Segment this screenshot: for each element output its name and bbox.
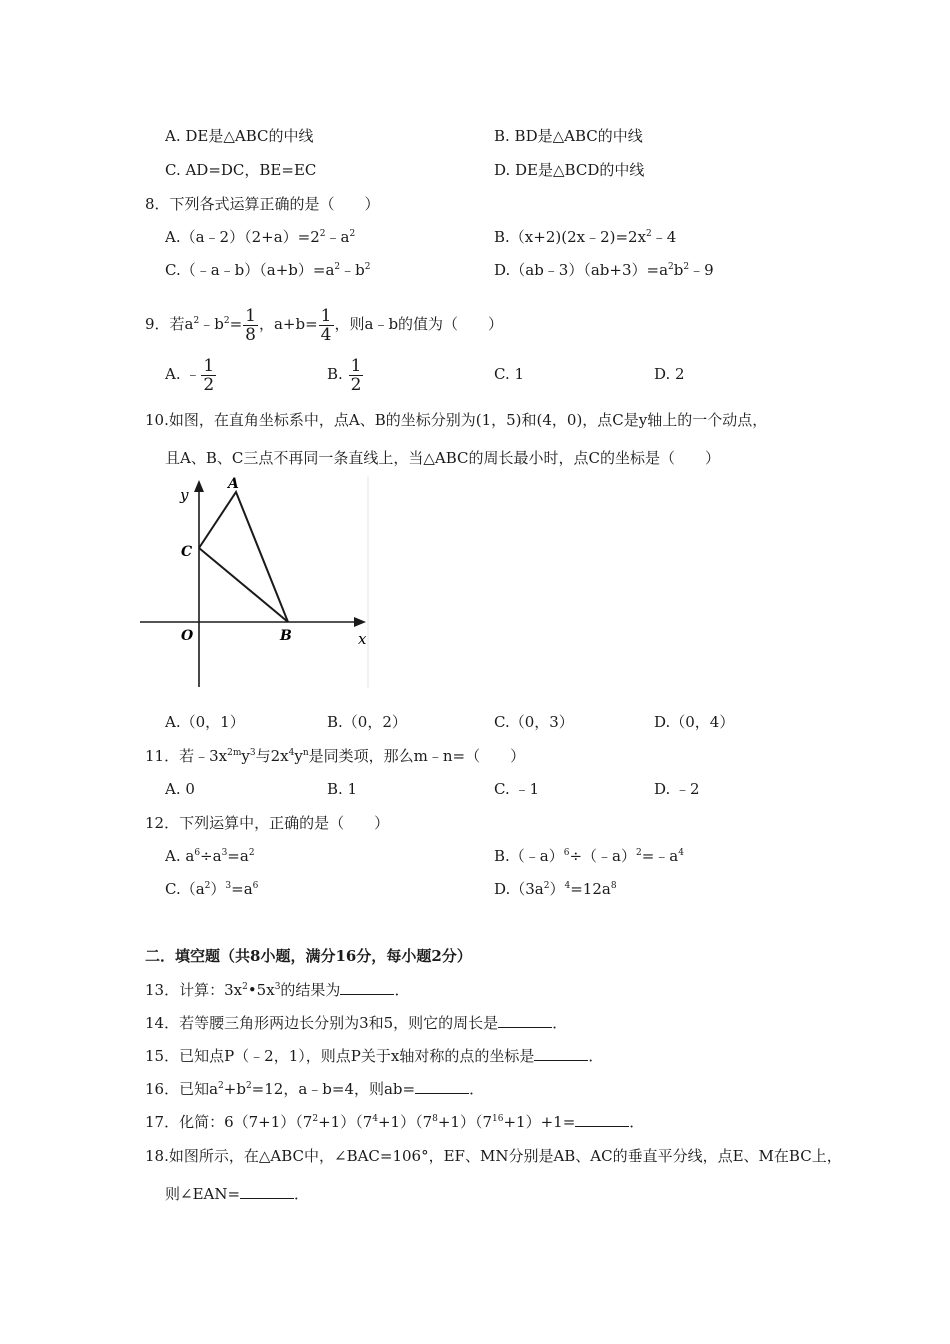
q14: 14．若等腰三角形两边长分别为3和5，则它的周长是 ． [145, 1014, 568, 1032]
q8-stem: 8．下列各式运算正确的是（ ） [145, 195, 380, 213]
q8-option-d: $D.(ab﹣3)(ab+3)=a^2b^2﹣9$ [494, 261, 714, 279]
q7-option-b: B. BD是△ABC的中线 [494, 127, 643, 145]
q16: 16．已知$a^2+b^2=12$，a﹣b=4，则ab= ． [145, 1080, 485, 1098]
q8-option-a: $A.(a﹣2)(2+a)=2^2﹣a^2$ [165, 228, 356, 246]
q9-stem: 9．若$a^2﹣b^2=$ $\frac{1}{8}$ ，a+b= $\frac{1}{4}$ ，则a﹣b的值为（ ） [145, 305, 504, 345]
section-2-heading: 二．填空题（共8小题，满分16分，每小题2分） [145, 947, 472, 965]
q15: 15．已知点P（﹣2，1），则点P关于x轴对称的点的坐标是 ． [145, 1047, 604, 1065]
q11-option-b: B. 1 [327, 780, 358, 798]
q10-stem-line2: 且A、B、C三点不再同一条直线上，当△ABC的周长最小时，点C的坐标是（ ） [165, 449, 720, 467]
answer-blank[interactable] [240, 1184, 294, 1199]
q12-option-d: $D.(3a^2)^4=12a^8$ [494, 880, 617, 898]
q8-option-b: $B.(x+2)(2x﹣2)=2x^2﹣4$ [494, 228, 677, 246]
q8-option-c: $C.(﹣a﹣b)(a+b)=a^2﹣b^2$ [165, 261, 371, 279]
q10-stem-line1: 10.如图，在直角坐标系中，点A、B的坐标分别为(1，5)和(4，0)，点C是y轴上的一个动点， [145, 411, 768, 429]
q12-option-b: $B.(﹣a)^6\div(﹣a)^2=﹣a^4$ [494, 847, 684, 865]
label-b: B [280, 628, 292, 644]
q12-stem: 12．下列运算中，正确的是（ ） [145, 814, 390, 832]
q9-option-c: C. 1 [494, 365, 525, 383]
label-o: O [181, 628, 194, 644]
q10-option-d: D.（0，4） [654, 713, 735, 731]
q18-line1: 18.如图所示，在△ABC中，∠BAC=106°，EF、MN分别是AB、AC的垂直平分线，点E、M在BC上， [145, 1147, 842, 1165]
q12-option-c: $C.(a^2)^3=a^6$ [165, 880, 259, 898]
answer-blank[interactable] [534, 1046, 588, 1061]
label-c: C [181, 544, 193, 560]
y-axis-arrow-icon [194, 480, 204, 492]
q18-line2: 则∠EAN= ． [165, 1185, 310, 1203]
q10-option-c: C.（0，3） [494, 713, 574, 731]
answer-blank[interactable] [498, 1013, 552, 1028]
q9-option-b: B. $\frac{1}{2}$ [327, 355, 362, 395]
q7-option-a: A. DE是△ABC的中线 [165, 127, 314, 145]
q11-option-a: A. 0 [165, 780, 195, 798]
label-a: A [228, 476, 239, 492]
q9-fraction-one-eighth: $\frac{1}{8}$ [245, 305, 256, 345]
q7-option-d: D. DE是△BCD的中线 [494, 161, 645, 179]
triangle-abc [199, 492, 288, 622]
label-y: y [180, 486, 189, 504]
q9-option-d: D. 2 [654, 365, 685, 383]
answer-blank[interactable] [415, 1079, 469, 1094]
label-x: x [358, 630, 367, 648]
q10-option-a: A.（0，1） [165, 713, 245, 731]
q10-coordinate-figure [140, 476, 380, 692]
q10-option-b: B.（0，2） [327, 713, 407, 731]
q11-option-c: C. ﹣1 [494, 780, 540, 798]
answer-blank[interactable] [340, 980, 394, 995]
answer-blank[interactable] [575, 1112, 629, 1127]
q13: 13．计算：$3x^2•5x^3$的结果为 ． [145, 981, 410, 999]
q11-option-d: D. ﹣2 [654, 780, 700, 798]
q12-option-a: A. $a^6\div a^3=a^2$ [165, 847, 255, 865]
q7-option-c: C. AD=DC，BE=EC [165, 161, 317, 179]
q9-fraction-one-quarter: $\frac{1}{4}$ [320, 305, 332, 345]
q9-option-a: A. ﹣ $\frac{1}{2}$ [165, 355, 215, 395]
x-axis-arrow-icon [354, 617, 366, 627]
q17: 17．化简：$6(7+1)(7^2+1)(7^4+1)(7^8+1)(7^{16}+1)+1=$ ． [145, 1113, 645, 1131]
q11-stem: 11．若$﹣3x^{2m}y^3$与$2x^4y^n$是同类项，那么m﹣n=（ ） [145, 747, 526, 765]
